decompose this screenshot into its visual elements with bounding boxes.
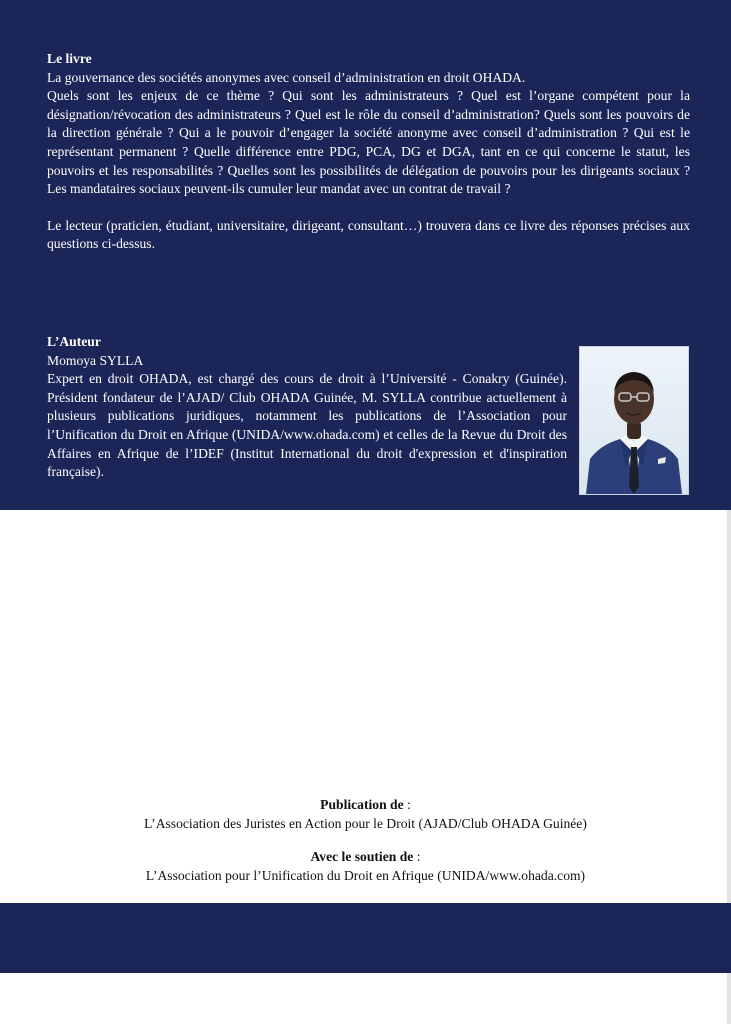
publication-colon: : <box>403 797 411 812</box>
book-questions <box>47 87 690 199</box>
author-bio: Expert en droit OHADA, est chargé des cours de droit à l’Université - Conakry (Guinée). Président fondateur de l’AJAD/ Club OHADA Guinée, M. SYLLA contribue actuellement à plusieurs publications juridiques, notamment les publications de l’Association pour l’Unification du Droit en Afrique (UNIDA/www.ohada.com) et celles de la Revue du Droit des Affaires en Afrique de l’IDEF (Institut International du droit d'expression et d'inspiration française). <box>47 371 567 480</box>
book-reader-note <box>47 217 690 254</box>
author-portrait-icon <box>580 347 688 494</box>
supporter-name: L’Association pour l’Unification du Droit en Afrique (UNIDA/www.ohada.com) <box>145 867 586 883</box>
publisher-name: L’Association des Juristes en Action pour le Droit (AJAD/Club OHADA Guinée) <box>144 815 587 831</box>
support-label-line <box>0 848 731 867</box>
support-label: Avec le soutien de <box>310 849 414 865</box>
author-name: Momoya SYLLA <box>47 352 144 368</box>
paragraph-spacer <box>47 199 690 217</box>
author-photo <box>579 346 689 495</box>
footer-band <box>0 903 731 973</box>
book-reader-note-text: Le lecteur (praticien, étudiant, universitaire, dirigeant, consultant…) trouvera dans ce livre des réponses précises aux questions ci-dessus. <box>47 217 690 252</box>
book-questions-text: Quels sont les enjeux de ce thème ? Qui sont les administrateurs ? Quel est l’organe compétent pour la désignation/révocation des administrateurs ? Quel est le rôle du conseil d’administration? Quels sont les pouvoirs de la direction générale ? Qui a le pouvoir d’engager la société anonyme avec conseil d’administration ? Qui est le représentant permanent ? Quelle différence entre PDG, PCA, DG et DGA, tant en ce qui concerne le statut, les pouvoirs et les responsabilités ? Quelles sont les possibilités de délégation de pouvoirs pour les dirigeants sociaux ? Les mandataires sociaux peuvent-ils cumuler leur mandat avec un contrat de travail ? <box>47 88 690 197</box>
book-subtitle: La gouvernance des sociétés anonymes avec conseil d’administration en droit OHADA. <box>47 69 526 85</box>
author-heading: L’Auteur <box>47 334 101 349</box>
publication-label-line <box>0 796 731 815</box>
back-cover-panel <box>0 0 731 510</box>
author-section <box>47 333 567 482</box>
publication-label: Publication de <box>320 797 404 812</box>
book-section <box>47 50 690 254</box>
support-colon: : <box>413 849 421 865</box>
publication-spacer <box>0 833 731 848</box>
book-heading: Le livre <box>47 51 92 66</box>
publication-block <box>0 796 731 885</box>
